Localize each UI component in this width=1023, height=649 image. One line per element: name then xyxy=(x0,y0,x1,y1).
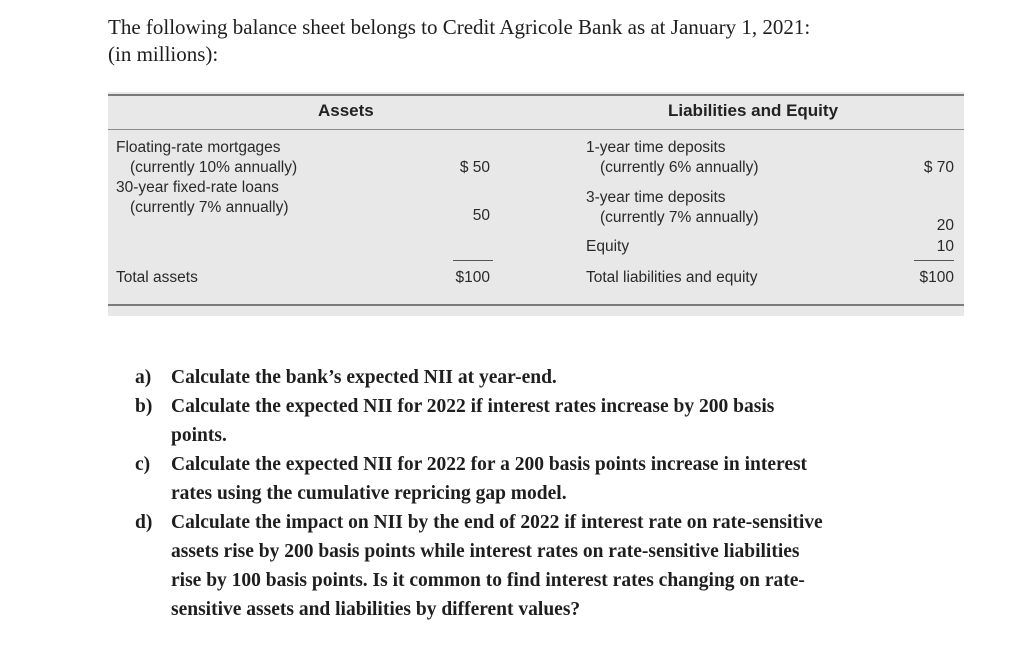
question-text-line: Calculate the impact on NII by the end of 2022 if interest rate on rate-sensitive xyxy=(171,512,823,533)
asset-row-1-value: $ 50 xyxy=(459,159,490,176)
question-list xyxy=(135,363,970,624)
question-label: d) xyxy=(135,512,153,533)
problem-intro xyxy=(108,14,988,68)
total-assets-label: Total assets xyxy=(116,269,198,286)
question-b xyxy=(135,392,970,450)
liab-row-3-label: Equity xyxy=(586,238,630,255)
liab-subtotal-rule xyxy=(914,260,954,261)
question-d xyxy=(135,508,970,624)
liab-row-1-value: $ 70 xyxy=(923,159,954,176)
asset-row-1-label-1: Floating-rate mortgages xyxy=(116,139,281,156)
header-rule xyxy=(108,129,964,130)
question-text-line: Calculate the bank’s expected NII at year-end. xyxy=(171,367,557,388)
question-label: b) xyxy=(135,396,153,417)
liab-row-2-label-1: 3-year time deposits xyxy=(586,189,726,206)
total-liabilities-label: Total liabilities and equity xyxy=(586,269,758,286)
liab-row-1-label-2: (currently 6% annually) xyxy=(600,159,759,176)
question-text-line: Calculate the expected NII for 2022 for a 200 basis points increase in interest xyxy=(171,454,808,475)
intro-line-2: (in millions): xyxy=(108,42,219,66)
question-c xyxy=(135,450,970,508)
liab-row-2-label-2: (currently 7% annually) xyxy=(600,209,759,226)
table-bottom-rule xyxy=(108,304,964,306)
liab-row-1-label-1: 1-year time deposits xyxy=(586,139,726,156)
asset-subtotal-rule xyxy=(453,260,493,261)
total-liabilities-value: $100 xyxy=(919,269,954,286)
liab-row-3-value: 10 xyxy=(936,238,954,255)
question-text-line: points. xyxy=(171,425,227,446)
question-text-line: sensitive assets and liabilities by different values? xyxy=(171,599,581,620)
asset-row-2-label-2: (currently 7% annually) xyxy=(130,199,289,216)
question-text-line: rise by 100 basis points. Is it common to find interest rates changing on rate- xyxy=(171,570,805,591)
asset-row-2-value: 50 xyxy=(472,207,490,224)
assets-header: Assets xyxy=(318,101,374,120)
question-text-line: assets rise by 200 basis points while interest rates on rate-sensitive liabilities xyxy=(171,541,800,562)
intro-line-1: The following balance sheet belongs to Credit Agricole Bank as at January 1, 2021: xyxy=(108,15,811,39)
table-top-rule xyxy=(108,94,964,96)
asset-row-2-label-1: 30-year fixed-rate loans xyxy=(116,179,279,196)
question-text-line: rates using the cumulative repricing gap model. xyxy=(171,483,567,504)
question-a xyxy=(135,363,970,392)
liab-row-2-value: 20 xyxy=(936,217,954,234)
asset-row-1-label-2: (currently 10% annually) xyxy=(130,159,298,176)
question-label: c) xyxy=(135,454,151,475)
total-assets-value: $100 xyxy=(455,269,490,286)
liabilities-header: Liabilities and Equity xyxy=(668,101,839,120)
question-text-line: Calculate the expected NII for 2022 if interest rates increase by 200 basis xyxy=(171,396,775,417)
question-label: a) xyxy=(135,367,152,388)
balance-sheet-table xyxy=(108,92,964,316)
